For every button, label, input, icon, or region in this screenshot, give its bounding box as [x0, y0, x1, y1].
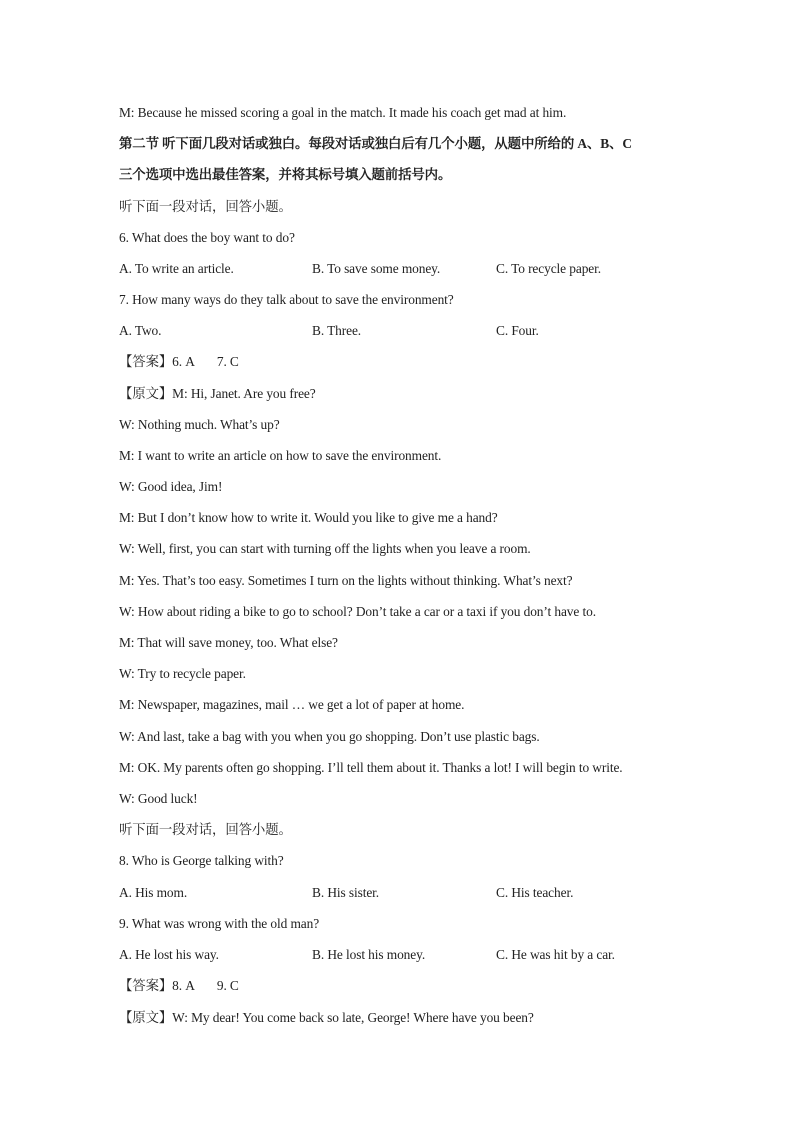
dialogue-line: W: Good idea, Jim!	[119, 479, 223, 494]
option-c: C. His teacher.	[496, 885, 574, 900]
dialogue-line: M: Newspaper, magazines, mail … we get a lot of paper at home.	[119, 697, 465, 712]
dialogue-line: W: Good luck!	[119, 791, 198, 806]
answer-line	[119, 977, 239, 995]
answer-6: 6. A	[172, 354, 195, 369]
section-heading-cont: 三个选项中选出最佳答案，并将其标号填入题前括号内。	[119, 167, 452, 182]
listen-instruction: 听下面一段对话，回答小题。	[119, 199, 292, 214]
dialogue-line: W: How about riding a bike to go to school? Don’t take a car or a taxi if you don’t have to.	[119, 604, 596, 619]
listen-instruction: 听下面一段对话，回答小题。	[119, 822, 292, 837]
option-c: C. To recycle paper.	[496, 261, 602, 276]
dialogue-line: M: OK. My parents often go shopping. I’ll tell them about it. Thanks a lot! I will begin to write.	[119, 760, 623, 775]
dialogue-line: W: And last, take a bag with you when you go shopping. Don’t use plastic bags.	[119, 729, 540, 744]
option-b: B. To save some money.	[312, 261, 441, 276]
answer-label: 【答案】	[119, 354, 173, 369]
answer-7: 7. C	[216, 354, 239, 369]
answer-label: 【答案】	[119, 978, 173, 993]
section-heading: 第二节 听下面几段对话或独白。每段对话或独白后有几个小题，从题中所给的 A、B、C	[119, 136, 632, 151]
question-8: 8. Who is George talking with?	[119, 853, 284, 868]
dialogue-line: W: Nothing much. What’s up?	[119, 417, 280, 432]
original-text: M: Hi, Janet. Are you free?	[172, 386, 316, 401]
option-a: A. Two.	[119, 323, 162, 338]
original-label: 【原文】	[119, 1010, 173, 1025]
original-text: W: My dear! You come back so late, George! Where have you been?	[172, 1010, 534, 1025]
answer-8: 8. A	[172, 978, 195, 993]
option-c: C. Four.	[496, 323, 539, 338]
option-b: B. Three.	[312, 323, 362, 338]
option-b: B. His sister.	[312, 885, 380, 900]
option-a: A. His mom.	[119, 885, 188, 900]
dialogue-line: M: That will save money, too. What else?	[119, 635, 338, 650]
question-6: 6. What does the boy want to do?	[119, 230, 295, 245]
question-7: 7. How many ways do they talk about to save the environment?	[119, 292, 454, 307]
option-a: A. To write an article.	[119, 261, 234, 276]
original-text-line	[119, 385, 316, 403]
option-a: A. He lost his way.	[119, 947, 219, 962]
original-label: 【原文】	[119, 386, 173, 401]
dialogue-line: W: Try to recycle paper.	[119, 666, 246, 681]
question-9: 9. What was wrong with the old man?	[119, 916, 320, 931]
option-b: B. He lost his money.	[312, 947, 426, 962]
dialogue-line: M: But I don’t know how to write it. Would you like to give me a hand?	[119, 510, 498, 525]
dialogue-line: M: Yes. That’s too easy. Sometimes I turn on the lights without thinking. What’s next?	[119, 573, 573, 588]
answer-line	[119, 353, 239, 371]
dialogue-line: W: Well, first, you can start with turning off the lights when you leave a room.	[119, 541, 531, 556]
answer-9: 9. C	[216, 978, 239, 993]
original-text-line	[119, 1009, 534, 1027]
dialogue-line: M: Because he missed scoring a goal in the match. It made his coach get mad at him.	[119, 105, 567, 120]
dialogue-line: M: I want to write an article on how to save the environment.	[119, 448, 442, 463]
option-c: C. He was hit by a car.	[496, 947, 615, 962]
